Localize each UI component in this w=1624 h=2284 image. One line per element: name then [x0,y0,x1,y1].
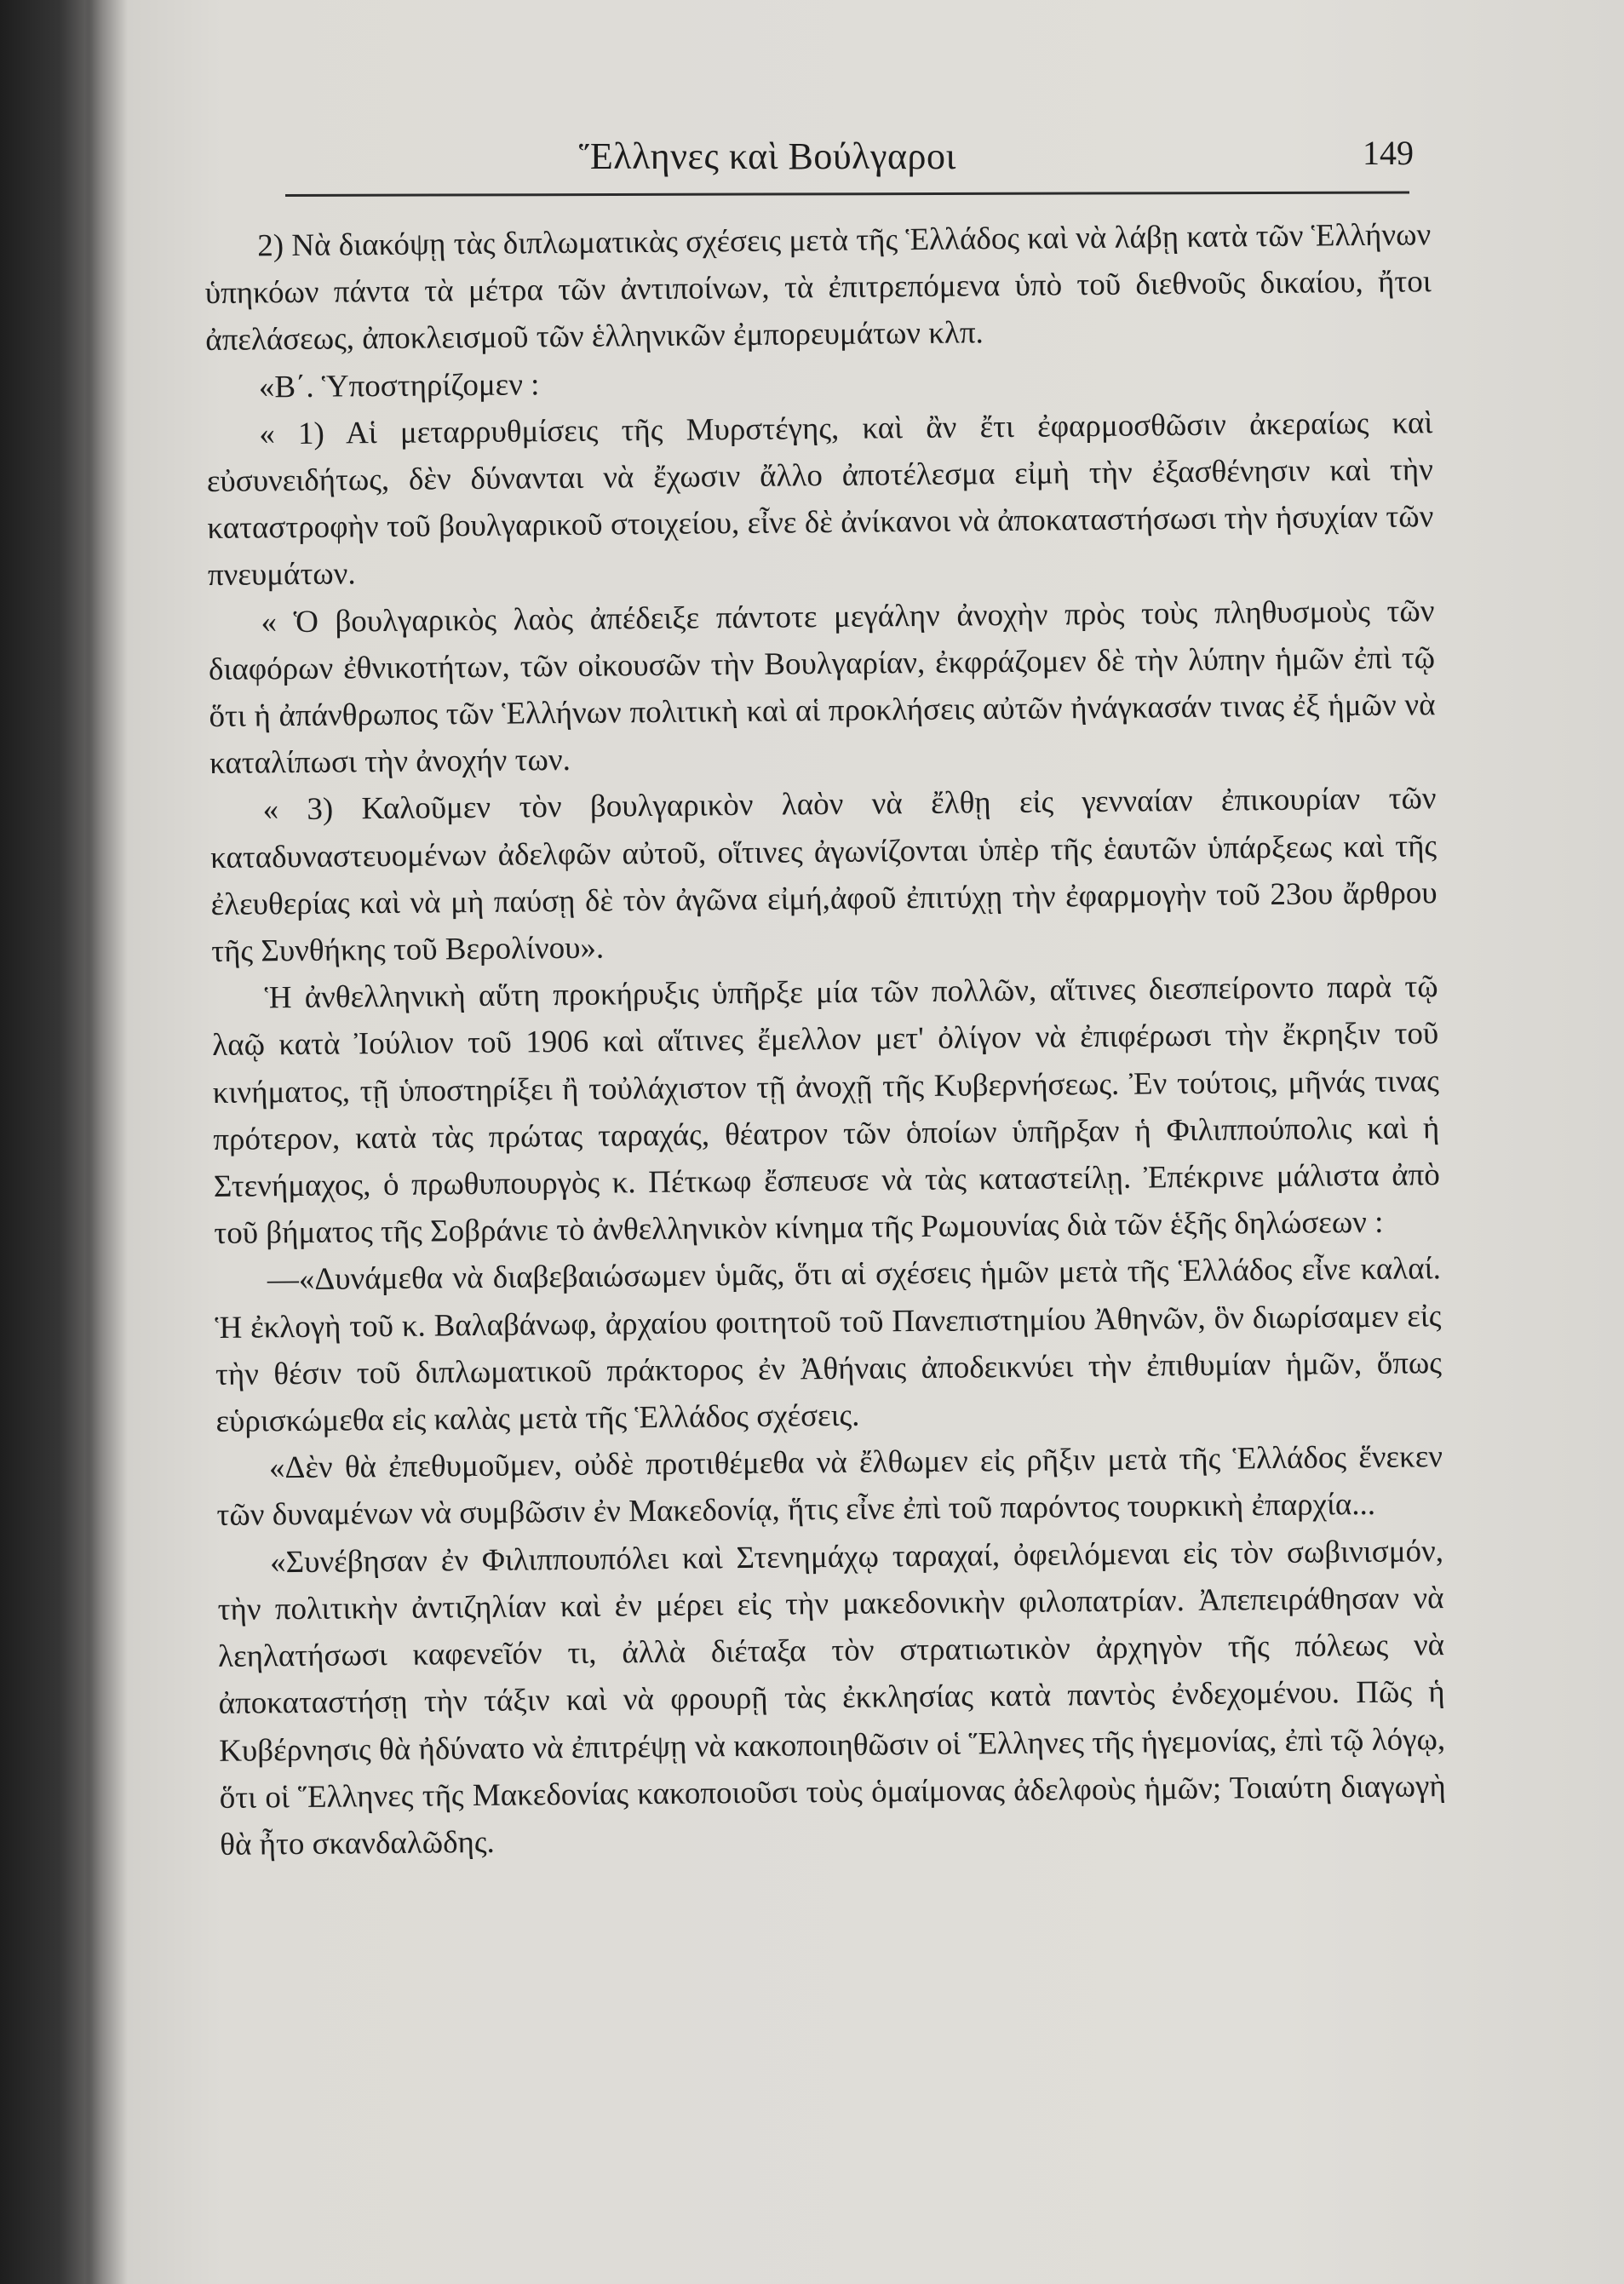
header-rule [285,192,1409,197]
running-title: Ἕλληνες καὶ Βούλγαροι [579,135,956,177]
book-spine-shadow [0,0,94,2284]
paragraph: «Συνέβησαν ἐν Φιλιππουπόλει καὶ Στενημάχῳ ταραχαί, ὀφειλόμεναι εἰς τὸν σωβινισμόν, τὴν πολιτικὴν ἀντιζηλίαν καὶ ἐν μέρει εἰς τὴν μακεδονικὴν φιλοπατρίαν. Ἀπεπειράθησαν νὰ λεηλατήσωσι καφενεῖόν τι, ἀλλὰ διέταξα τὸν στρατιωτικὸν ἀρχηγὸν τῆς πόλεως νὰ ἀποκαταστήσῃ τὴν τάξιν καὶ νὰ φρουρῇ τὰς ἐκκλησίας κατὰ παντὸς ἐνδεχομένου. Πῶς ἡ Κυβέρνησις θὰ ἠδύνατο νὰ ἐπιτρέψῃ νὰ κακοποιηθῶσιν οἱ Ἕλληνες τῆς ἡγεμονίας, ἐπὶ τῷ λόγῳ, ὅτι οἱ Ἕλληνες τῆς Μακεδονίας κακοποιοῦσι τοὺς ὁμαίμονας ἀδελφοὺς ἡμῶν; Τοιαύτη διαγωγὴ θὰ ἦτο σκανδαλῶδης. [217,1533,1446,1862]
paragraph: « 1) Αἱ μεταρρυθμίσεις τῆς Μυρστέγης, καὶ ἂν ἔτι ἐφαρμοσθῶσιν ἀκεραίως καὶ εὐσυνειδήτως, δὲν δύνανται νὰ ἔχωσιν ἄλλο ἀποτέλεσμα εἰμὴ τὴν ἐξασθένησιν καὶ τὴν καταστροφὴν τοῦ βουλγαρικοῦ στοιχείου, εἶνε δὲ ἀνίκανοι νὰ ἀποκαταστήσωσι τὴν ἡσυχίαν τῶν πνευμάτων. [206,405,1434,594]
body-text [204,211,1446,1868]
page-header [290,128,1414,187]
paragraph: —«Δυνάμεθα νὰ διαβεβαιώσωμεν ὑμᾶς, ὅτι αἱ σχέσεις ἡμῶν μετὰ τῆς Ἑλλάδος εἶνε καλαί. Ἡ ἐκλογὴ τοῦ κ. Βαλαβάνωφ, ἀρχαίου φοιτητοῦ τοῦ Πανεπιστημίου Ἀθηνῶν, ὃν διωρίσαμεν εἰς τὴν θέσιν τοῦ διπλωματικοῦ πράκτορος ἐν Ἀθήναις ἀποδεικνύει τὴν ἐπιθυμίαν ἡμῶν, ὅπως εὑρισκώμεθα εἰς καλὰς μετὰ τῆς Ἑλλάδος σχέσεις. [215,1251,1443,1440]
paragraph: «Δὲν θὰ ἐπεθυμοῦμεν, οὐδὲ προτιθέμεθα νὰ ἔλθωμεν εἰς ρῆξιν μετὰ τῆς Ἑλλάδος ἕνεκεν τῶν δυναμένων νὰ συμβῶσιν ἐν Μακεδονίᾳ, ἥτις εἶνε ἐπὶ τοῦ παρόντος τουρκικὴ ἐπαρχία... [216,1439,1443,1534]
paragraph: « 3) Καλοῦμεν τὸν βουλγαρικὸν λαὸν νὰ ἔλθῃ εἰς γενναίαν ἐπικουρίαν τῶν καταδυναστευομένων ἀδελφῶν αὐτοῦ, οἵτινες ἀγωνίζονται ὑπὲρ τῆς ἑαυτῶν ὑπάρξεως καὶ τῆς ἐλευθερίας καὶ νὰ μὴ παύσῃ δὲ τὸν ἀγῶνα εἰμή,ἀφοῦ ἐπιτύχῃ τὴν ἐφαρμογὴν τοῦ 23ου ἄρθρου τῆς Συνθήκης τοῦ Βερολίνου». [209,781,1437,970]
paragraph: « Ὁ βουλγαρικὸς λαὸς ἀπέδειξε πάντοτε μεγάλην ἀνοχὴν πρὸς τοὺς πληθυσμοὺς τῶν διαφόρων ἐθνικοτήτων, τῶν οἰκουσῶν τὴν Βουλγαρίαν, ἐκφράζομεν δὲ τὴν λύπην ἡμῶν ἐπὶ τῷ ὅτι ἡ ἀπάνθρωπος τῶν Ἑλλήνων πολιτικὴ καὶ αἱ προκλήσεις αὐτῶν ἠνάγκασάν τινας ἐξ ἡμῶν νὰ καταλίπωσι τὴν ἀνοχήν των. [208,593,1436,782]
paragraph: «Β΄. Ὑποστηρίζομεν : [258,366,540,405]
paragraph: 2) Νὰ διακόψῃ τὰς διπλωματικὰς σχέσεις μετὰ τῆς Ἑλλάδος καὶ νὰ λάβῃ κατὰ τῶν Ἑλλήνων ὑπηκόων πάντα τὰ μέτρα τῶν ἀντιποίνων, τὰ ἐπιτρεπόμενα ὑπὸ τοῦ διεθνοῦς δικαίου, ἤτοι ἀπελάσεως, ἀποκλεισμοῦ τῶν ἑλληνικῶν ἐμπορευμάτων κλπ. [204,217,1432,359]
paragraph: Ἡ ἀνθελληνικὴ αὕτη προκήρυξις ὑπῆρξε μία τῶν πολλῶν, αἵτινες διεσπείροντο παρὰ τῷ λαῷ κατὰ Ἰούλιον τοῦ 1906 καὶ αἵτινες ἔμελλον μετ' ὀλίγον νὰ ἐπιφέρωσι τὴν ἔκρηξιν τοῦ κινήματος, τῇ ὑποστηρίξει ἢ τοὐλάχιστον τῇ ἀνοχῇ τῆς Κυβερνήσεως. Ἐν τούτοις, μῆνάς τινας πρότερον, κατὰ τὰς πρώτας ταραχάς, θέατρον τῶν ὁποίων ὑπῆρξαν ἡ Φιλιππούπολις καὶ ἡ Στενήμαχος, ὁ πρωθυπουργὸς κ. Πέτκωφ ἔσπευσε νὰ τὰς καταστείλῃ. Ἐπέκρινε μάλιστα ἀπὸ τοῦ βήματος τῆς Σοβράνιε τὸ ἀνθελληνικὸν κίνημα τῆς Ρωμουνίας διὰ τῶν ἑξῆς δηλώσεων : [212,969,1440,1252]
page-number: 149 [1363,134,1414,172]
